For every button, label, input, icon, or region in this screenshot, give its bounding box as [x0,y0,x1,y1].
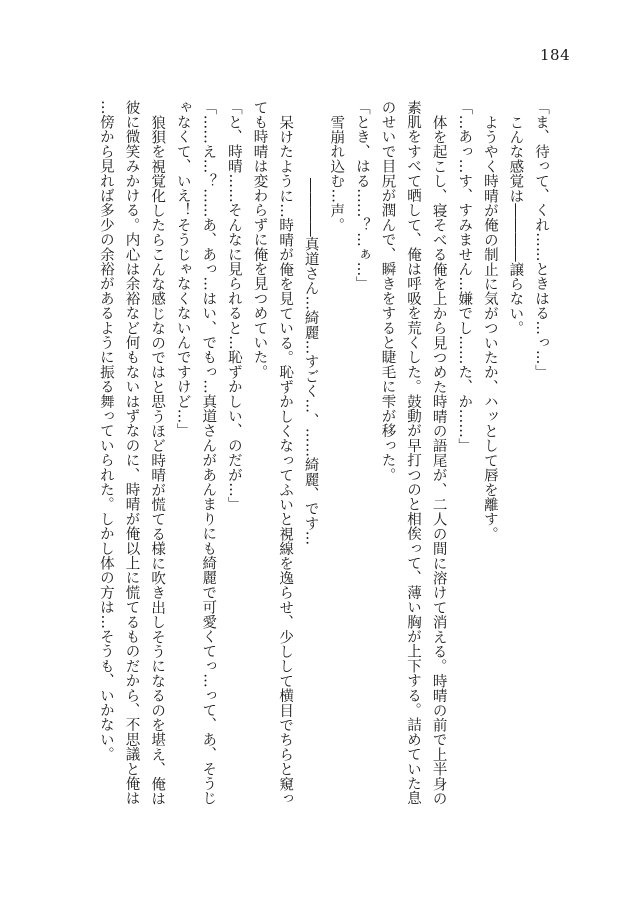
text-line: ゃなくて、いえ！そうじゃなくないんですけど…」 [174,100,191,439]
text-line: 狼狽を視覚化したらこんな感じなのではと思うほど時晴が慌てる様に吹き出しそうになるのを堪え、俺は [149,114,166,806]
text-line: 「と、時晴……そんなに見られると…恥ずかしい、のだが…」 [225,100,242,512]
text-line: 「とき、はる……？…ぁ…」 [353,100,370,292]
vertical-text-body [92,100,553,806]
text-line: ても時晴は変わらずに俺を見つめていた。 [251,100,268,380]
text-line: 素肌をすべて晒して、俺は呼吸を荒くした。鼓動が早打つのと相俟って、薄い胸が上下する。詰めていた息 [405,100,422,806]
text-line: 雪崩れ込む…声。 [328,114,345,233]
text-line: …傍から見れば多少の余裕があるように振る舞っていられた。しかし体の方は…そうも、いかない。 [97,100,114,762]
text-line: 「……え…？……あ、あっ…はい、でもっ…真道さんがあんまりにも綺麗で可愛くてっ…って、あ、そうじ [200,100,217,806]
text-line: こんな感覚は――――譲らない。 [507,114,524,335]
page-number: 184 [540,46,571,64]
text-line: 彼に微笑みかける。内心は余裕など何もないはずなのに、時晴が俺以上に慌てるものだから、不思議と俺は [123,100,140,806]
text-line: 「ま、待って、くれ……ときはる…っ…」 [533,100,549,380]
text-line: ようやく時晴が俺の制止に気がついたか、ハッとして唇を離す。 [481,114,498,541]
text-line: 「…あっ…す、すみません…嫌でし……た、か……」 [456,100,473,453]
text-line: 体を起こし、寝そべる俺を上から見つめた時晴の語尾が、二人の間に溶けて消える。時晴の前で上半身の [430,114,447,806]
text-line: のせいで目尻が潤んで、瞬きをすると睫毛に雫が移った。 [379,100,396,483]
text-line: 呆けたように…時晴が俺を見ている。恥ずかしくなってふいと視線を逸らせ、少しして横目でちらと窺っ [277,114,294,806]
text-line: ――――真道さん…綺麗…すごく…、……綺麗、です… [302,178,319,546]
